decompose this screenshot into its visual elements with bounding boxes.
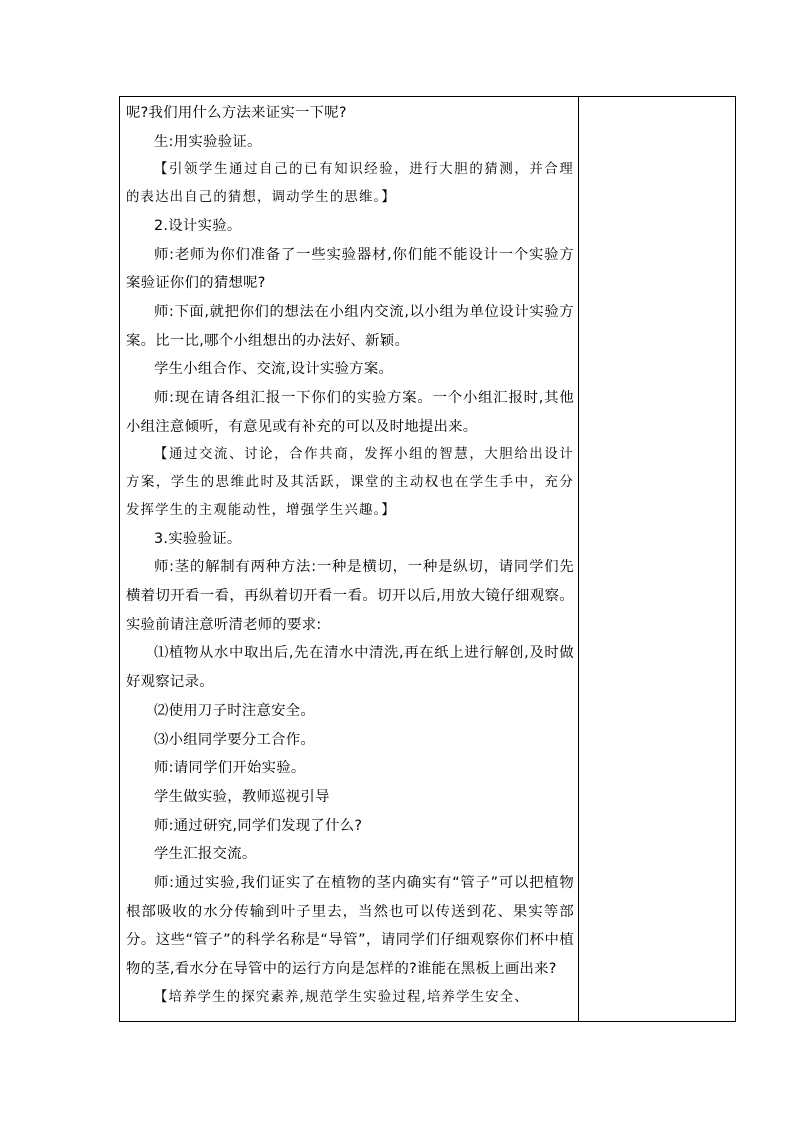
paragraph: 呢?我们用什么方法来证实一下呢? (126, 105, 347, 121)
teaching-note: 【引领学生通过自己的已有知识经验，进行大胆的猜测，并合理的表达出自己的猜想，调动学生的思维。】 (126, 162, 574, 206)
notes-column-cell (579, 97, 736, 1022)
list-item: ⑶小组同学要分工合作。 (154, 731, 316, 748)
paragraph: 学生做实验，教师巡视引导 (154, 788, 330, 805)
paragraph: 学生汇报交流。 (154, 846, 257, 863)
paragraph: 生:用实验验证。 (154, 133, 262, 150)
section-heading: 3.实验验证。 (154, 530, 242, 547)
lesson-content-cell (120, 97, 579, 1022)
paragraph: 师:通过研究,同学们发现了什么? (154, 817, 363, 834)
teaching-note: 【培养学生的探究素养,规范学生实验过程,培养学生安全、 (154, 989, 529, 1005)
paragraph: 师:通过实验,我们证实了在植物的茎内确实有“管子”可以把植物根部吸收的水分传输到叶子里去，当然也可以传送到花、果实等部分。这些“管子”的科学名称是“导管”，请同学们仔细观察你们杯中植物的茎,看水分在导管中的运行方向是怎样的?谁能在黑板上画出来? (126, 875, 574, 978)
paragraph: 师:请同学们开始实验。 (154, 760, 306, 777)
list-item: ⑵使用刀子时注意安全。 (154, 702, 316, 719)
lesson-content (120, 97, 578, 1012)
table-row (120, 97, 736, 1022)
list-item: ⑴植物从水中取出后,先在清水中清洗,再在纸上进行解创,及时做好观察记录。 (126, 645, 574, 691)
paragraph: 师:下面,就把你们的想法在小组内交流,以小组为单位设计实验方案。比一比,哪个小组想出的办法好、新颖。 (126, 303, 574, 349)
section-heading: 2.设计实验。 (154, 217, 242, 234)
paragraph: 师:茎的解制有两种方法:一种是横切，一种是纵切，请同学们先横着切开看一看，再纵着切开看一看。切开以后,用放大镜仔细观察。实验前请注意听清老师的要求: (126, 559, 574, 633)
paragraph: 师:老师为你们准备了一些实验器材,你们能不能设计一个实验方案验证你们的猜想呢? (126, 246, 574, 292)
paragraph: 师:现在请各组汇报一下你们的实验方案。一个小组汇报时,其他小组注意倾听，有意见或有补充的可以及时地提出来。 (126, 390, 574, 435)
teaching-note: 【通过交流、讨论，合作共商，发挥小组的智慧，大胆给出设计方案，学生的思维此时及其活跃，课堂的主动权也在学生手中，充分发挥学生的主观能动性，增强学生兴趣。】 (126, 447, 574, 518)
lesson-plan-table (119, 96, 736, 1022)
paragraph: 学生小组合作、交流,设计实验方案。 (154, 361, 394, 378)
